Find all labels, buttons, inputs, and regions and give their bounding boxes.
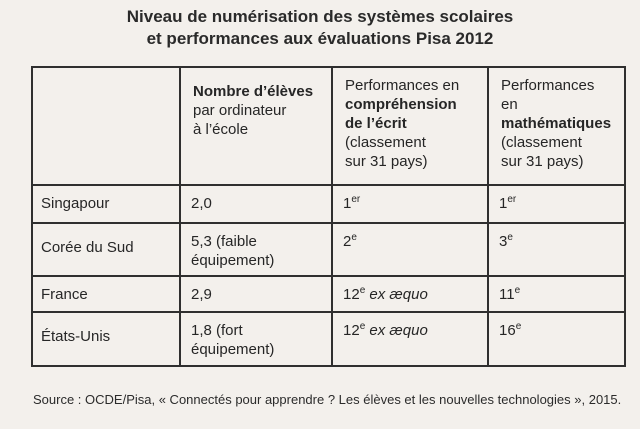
header-math-line3: (classement [501, 134, 582, 151]
math-rank-cell: 1er [488, 185, 625, 223]
header-empty-cell [32, 67, 180, 185]
header-students-line3: à l’école [193, 121, 249, 138]
header-reading-line1: Performances en [345, 77, 460, 94]
header-math-line1: Performances en [501, 77, 595, 113]
reading-rank-cell: 1er [332, 185, 488, 223]
results-table [31, 66, 626, 367]
reading-rank-cell: 12e ex æquo [332, 276, 488, 312]
table-row [32, 312, 625, 366]
title-line-1: Niveau de numérisation des systèmes scolaires [126, 7, 514, 26]
reading-rank-cell: 12e ex æquo [332, 312, 488, 366]
math-rank-cell: 3e [488, 223, 625, 276]
header-reading [332, 67, 488, 185]
students-cell: 2,0 [180, 185, 332, 223]
math-rank-cell: 11e [488, 276, 625, 312]
country-cell: France [32, 276, 180, 312]
table-row [32, 276, 625, 312]
header-students-bold: Nombre d’élèves [193, 83, 314, 100]
students-cell: 1,8 (fort équipement) [180, 312, 332, 366]
header-reading-line4: (classement [345, 134, 426, 151]
header-students-line2: par ordinateur [193, 102, 287, 119]
source-note: Source : OCDE/Pisa, « Connectés pour apprendre ? Les élèves et les nouvelles technologies », 2015. [33, 392, 622, 407]
title-line-2: et performances aux évaluations Pisa 2012 [146, 29, 494, 48]
header-reading-bold1: compréhension [345, 96, 457, 113]
table-row [32, 223, 625, 276]
country-cell: États-Unis [32, 312, 180, 366]
country-cell: Singapour [32, 185, 180, 223]
students-cell: 2,9 [180, 276, 332, 312]
header-math-bold: mathématiques [501, 115, 612, 132]
header-reading-line5: sur 31 pays) [345, 153, 428, 170]
table-row [32, 185, 625, 223]
table-title [40, 6, 600, 50]
header-math-line4: sur 31 pays) [501, 153, 584, 170]
country-cell: Corée du Sud [32, 223, 180, 276]
header-reading-bold2: de l’écrit [345, 115, 407, 132]
math-rank-cell: 16e [488, 312, 625, 366]
header-students-per-computer [180, 67, 332, 185]
header-math [488, 67, 625, 185]
header-row [32, 67, 625, 185]
students-cell: 5,3 (faible équipement) [180, 223, 332, 276]
reading-rank-cell: 2e [332, 223, 488, 276]
